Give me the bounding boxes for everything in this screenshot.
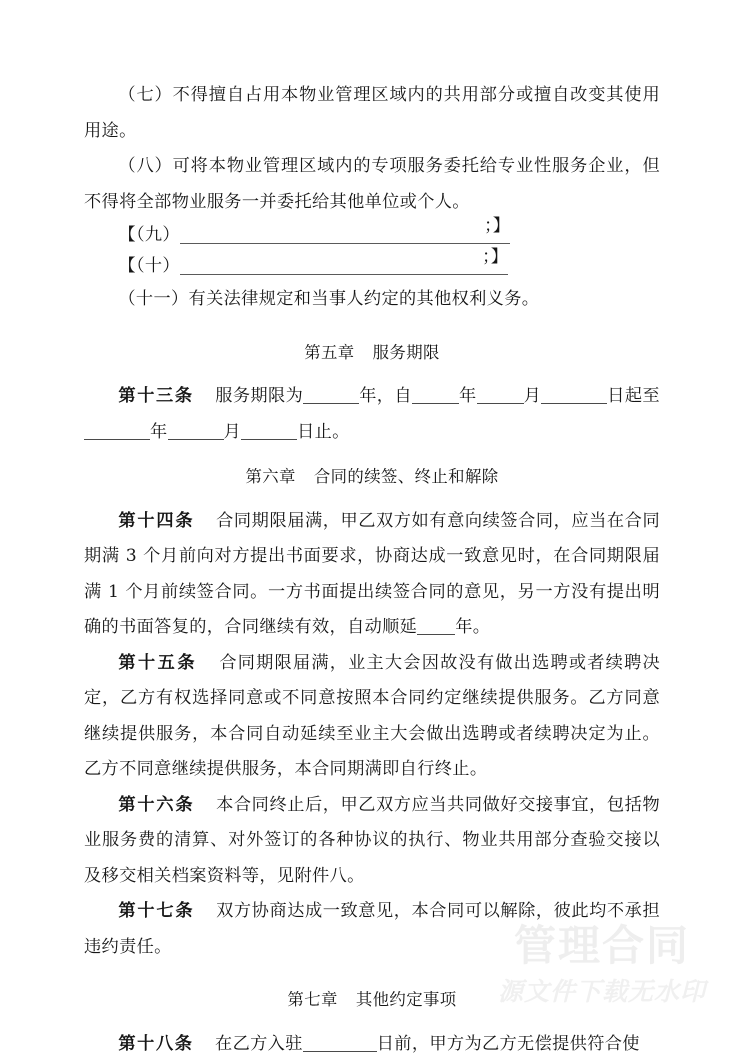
article-18-text-2: 日前，甲方为乙方无偿提供符合使 (377, 1034, 640, 1054)
article-16 (84, 788, 660, 895)
article-13-text-1: 服务期限为 (215, 386, 303, 406)
article-13 (84, 379, 660, 450)
article-13-text-2: 年，自 (359, 386, 412, 406)
article-17-text: 双方协商达成一致意见，本合同可以解除，彼此均不承担违约责任。 (84, 901, 660, 957)
clause-item-eleven: （十一）有关法律规定和当事人约定的其他权利义务。 (84, 282, 660, 318)
chapter-five-heading (84, 335, 660, 371)
article-13-text-7: 月 (224, 422, 242, 442)
article-13-blank-start-day[interactable] (541, 386, 607, 404)
chapter-seven-heading (84, 982, 660, 1018)
article-13-text-6: 年 (150, 422, 168, 442)
article-15 (84, 646, 660, 788)
article-13-label: 第十三条 (118, 386, 193, 406)
spacer (84, 370, 660, 379)
article-13-blank-end-year[interactable] (84, 421, 150, 439)
clause-item-eight: （八）可将本物业管理区域内的专项服务委托给专业性服务企业，但不得将全部物业服务一并委托给其他单位或个人。 (84, 149, 660, 220)
article-18-label: 第十八条 (118, 1034, 193, 1054)
article-13-blank-years[interactable] (303, 386, 359, 404)
article-13-blank-end-day[interactable] (241, 421, 297, 439)
clause-nine-blank[interactable] (180, 223, 510, 244)
clause-nine-tail: ；】 (484, 211, 510, 242)
clause-item-ten (84, 251, 660, 282)
article-14 (84, 504, 660, 646)
article-14-text-1: 合同期限届满，甲乙双方如有意向续签合同，应当在合同期满 3 个月前向对方提出书面要求，协商达成一致意见时，在合同期限届满 1 个月前续签合同。一方书面提出续签合同的意见，另一方没有提出明确的书面答复的，合同继续有效，自动顺延 (84, 511, 660, 638)
clause-ten-prefix: 【（十） (118, 256, 180, 276)
article-15-label: 第十五条 (118, 653, 197, 673)
chapter-five-number: 第五章 (304, 343, 354, 362)
spacer (84, 450, 660, 459)
clause-nine-prefix: 【（九） (118, 225, 180, 245)
chapter-six-title: 合同的续签、终止和解除 (314, 467, 499, 486)
article-13-text-8: 日止。 (297, 422, 350, 442)
clause-item-seven: （七）不得擅自占用本物业管理区域内的共用部分或擅自改变其使用用途。 (84, 78, 660, 149)
chapter-seven-number: 第七章 (287, 990, 337, 1009)
watermark-sub-text: 源文件下载无水印 (478, 975, 726, 1009)
article-14-blank-extension-years[interactable] (417, 617, 455, 635)
article-16-text: 本合同终止后，甲乙双方应当共同做好交接事宜，包括物业服务费的清算、对外签订的各种协议的执行、物业共用部分查验交接以及移交相关档案资料等，见附件八。 (84, 795, 660, 886)
clause-item-nine (84, 220, 660, 251)
article-17-label: 第十七条 (118, 901, 194, 921)
chapter-seven-title: 其他约定事项 (356, 990, 457, 1009)
article-13-text-4: 月 (524, 386, 542, 406)
clause-ten-blank[interactable] (180, 254, 508, 275)
article-14-text-2: 年。 (455, 617, 490, 637)
article-17 (84, 894, 660, 965)
watermark-main-text: 管理合同 (478, 921, 726, 971)
article-14-label: 第十四条 (118, 511, 194, 531)
article-13-text-5: 日起至 (607, 386, 660, 406)
chapter-five-title: 服务期限 (373, 343, 440, 362)
chapter-six-heading (84, 459, 660, 495)
article-13-text-3: 年 (459, 386, 477, 406)
article-13-blank-end-month[interactable] (168, 421, 224, 439)
spacer (84, 318, 660, 335)
article-18 (84, 1027, 660, 1062)
article-13-blank-start-month[interactable] (477, 386, 524, 404)
article-18-text-1: 在乙方入驻 (215, 1034, 303, 1054)
spacer (84, 495, 660, 504)
article-16-label: 第十六条 (118, 795, 194, 815)
clause-ten-tail: ；】 (482, 242, 508, 273)
article-15-text: 合同期限届满，业主大会因故没有做出选聘或者续聘决定，乙方有权选择同意或不同意按照本合同约定继续提供服务。乙方同意继续提供服务，本合同自动延续至业主大会做出选聘或者续聘决定为止。乙方不同意继续提供服务，本合同期满即自行终止。 (84, 653, 660, 780)
article-13-blank-start-year[interactable] (412, 386, 459, 404)
chapter-six-number: 第六章 (245, 467, 295, 486)
spacer (84, 965, 660, 982)
document-body (84, 78, 660, 1062)
spacer (84, 1018, 660, 1027)
